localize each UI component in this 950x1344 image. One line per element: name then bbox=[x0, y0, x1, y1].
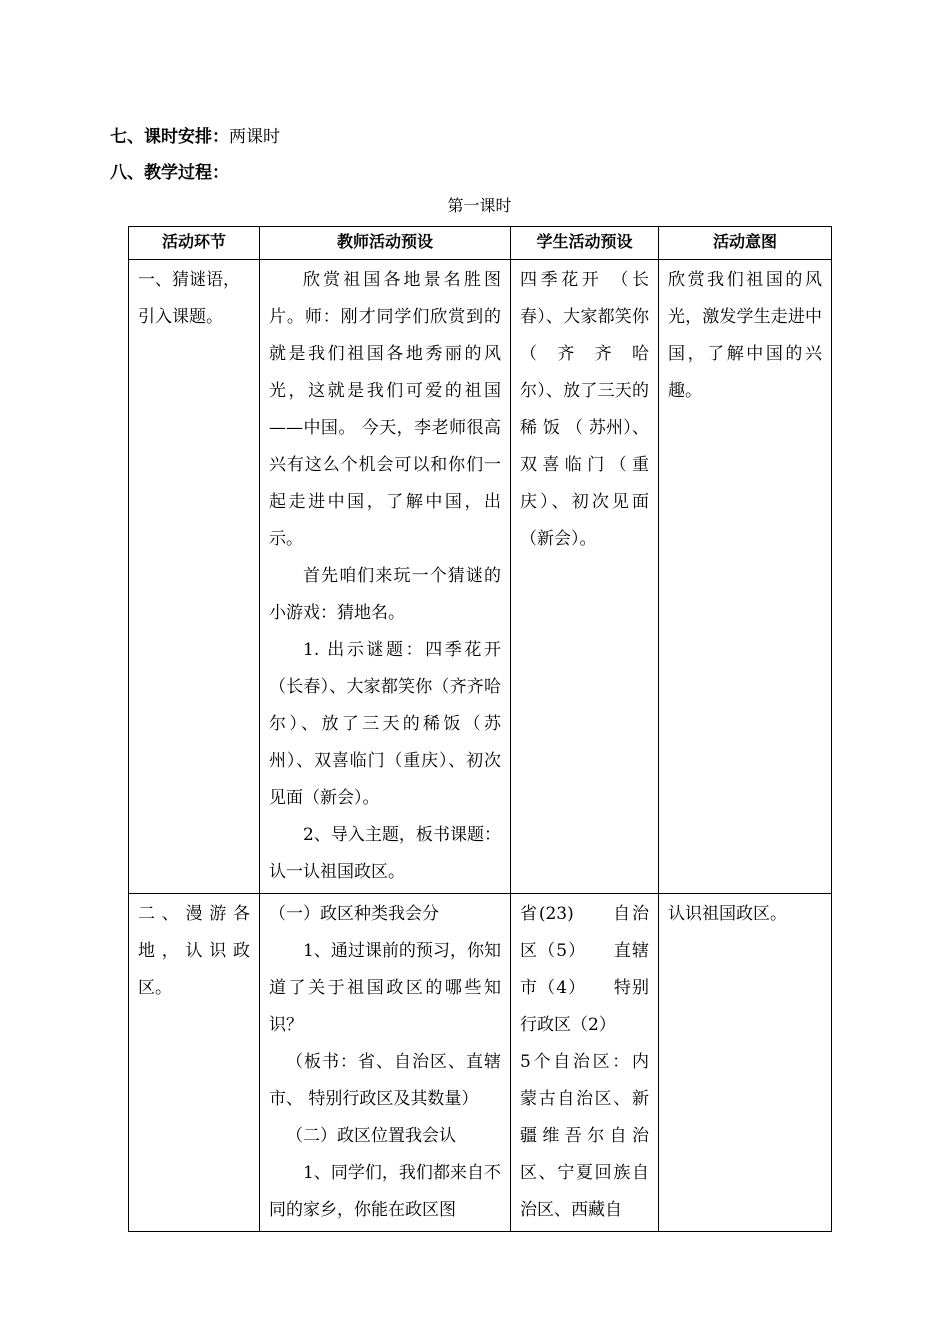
teacher-paragraph: 欣赏祖国各地景名胜图片。师：刚才同学们欣赏到的就是我们祖国各地秀丽的风光，这就是我们可爱的祖国——中国。 今天，李老师很高兴有这么个机会可以和你们一起走进中国，了解中国，出示。 bbox=[269, 270, 501, 549]
student-cell bbox=[511, 894, 659, 1232]
stage-text: 一、猜谜语，引入课题。 bbox=[138, 270, 240, 327]
teacher-paragraph: （板书：省、自治区、直辖市、 特别行政区及其数量） bbox=[269, 1052, 501, 1109]
schedule-label: 七、课时安排： bbox=[110, 127, 229, 147]
student-text: 四季花开 （长春）、大家都笑你 （ 齐 齐 哈 尔）、放了三天的 稀 饭 （ 苏州）、双喜临门（重庆）、初次见面（新会）。 bbox=[520, 270, 649, 549]
table-row bbox=[129, 260, 832, 894]
student-cell bbox=[511, 260, 659, 894]
teacher-cell bbox=[260, 894, 511, 1232]
student-text: 5个自治区：内蒙古自治区、新疆维吾尔自治区、宁夏回族自治区、西藏自 bbox=[520, 1052, 649, 1220]
intent-cell bbox=[659, 894, 832, 1232]
section-heading-schedule bbox=[110, 126, 280, 148]
header-student: 学生活动预设 bbox=[511, 227, 659, 260]
stage-cell bbox=[129, 894, 260, 1232]
header-intent: 活动意图 bbox=[659, 227, 832, 260]
student-text: 省(23) 自治区（5） 直辖市（4） 特别行政区（2） bbox=[520, 904, 649, 1035]
teacher-paragraph: （二）政区位置我会认 bbox=[286, 1126, 456, 1146]
lesson-plan-table bbox=[128, 226, 832, 1232]
table-row bbox=[129, 894, 832, 1232]
table-caption: 第一课时 bbox=[447, 196, 512, 215]
section-heading-process bbox=[110, 162, 229, 184]
schedule-value: 两课时 bbox=[229, 127, 280, 147]
teacher-paragraph: 首先咱们来玩一个猜谜的小游戏：猜地名。 bbox=[269, 566, 501, 623]
intent-text: 认识祖国政区。 bbox=[668, 904, 787, 924]
teacher-paragraph: 1. 出示谜题：四季花开（长春）、大家都笑你（齐齐哈尔）、放了三天的稀饭（苏州）、双喜临门（重庆）、初次见面（新会）。 bbox=[269, 640, 501, 808]
teacher-paragraph: （一）政区种类我会分 bbox=[269, 904, 439, 924]
teacher-paragraph: 2、导入主题，板书课题：认一认祖国政区。 bbox=[269, 825, 501, 882]
header-stage: 活动环节 bbox=[129, 227, 260, 260]
stage-text: 二、漫游各地，认识政区。 bbox=[138, 904, 250, 998]
stage-cell bbox=[129, 260, 260, 894]
process-label: 八、教学过程： bbox=[110, 163, 229, 183]
header-teacher: 教师活动预设 bbox=[260, 227, 511, 260]
table-header-row bbox=[129, 227, 832, 260]
teacher-paragraph: 1、同学们，我们都来自不同的家乡，你能在政区图 bbox=[269, 1163, 501, 1220]
teacher-paragraph: 1、通过课前的预习，你知道了关于祖国政区的哪些知识？ bbox=[269, 941, 501, 1035]
teacher-cell bbox=[260, 260, 511, 894]
intent-cell bbox=[659, 260, 832, 894]
intent-text: 欣赏我们祖国的风光，激发学生走进中国，了解中国的兴趣。 bbox=[668, 270, 822, 401]
